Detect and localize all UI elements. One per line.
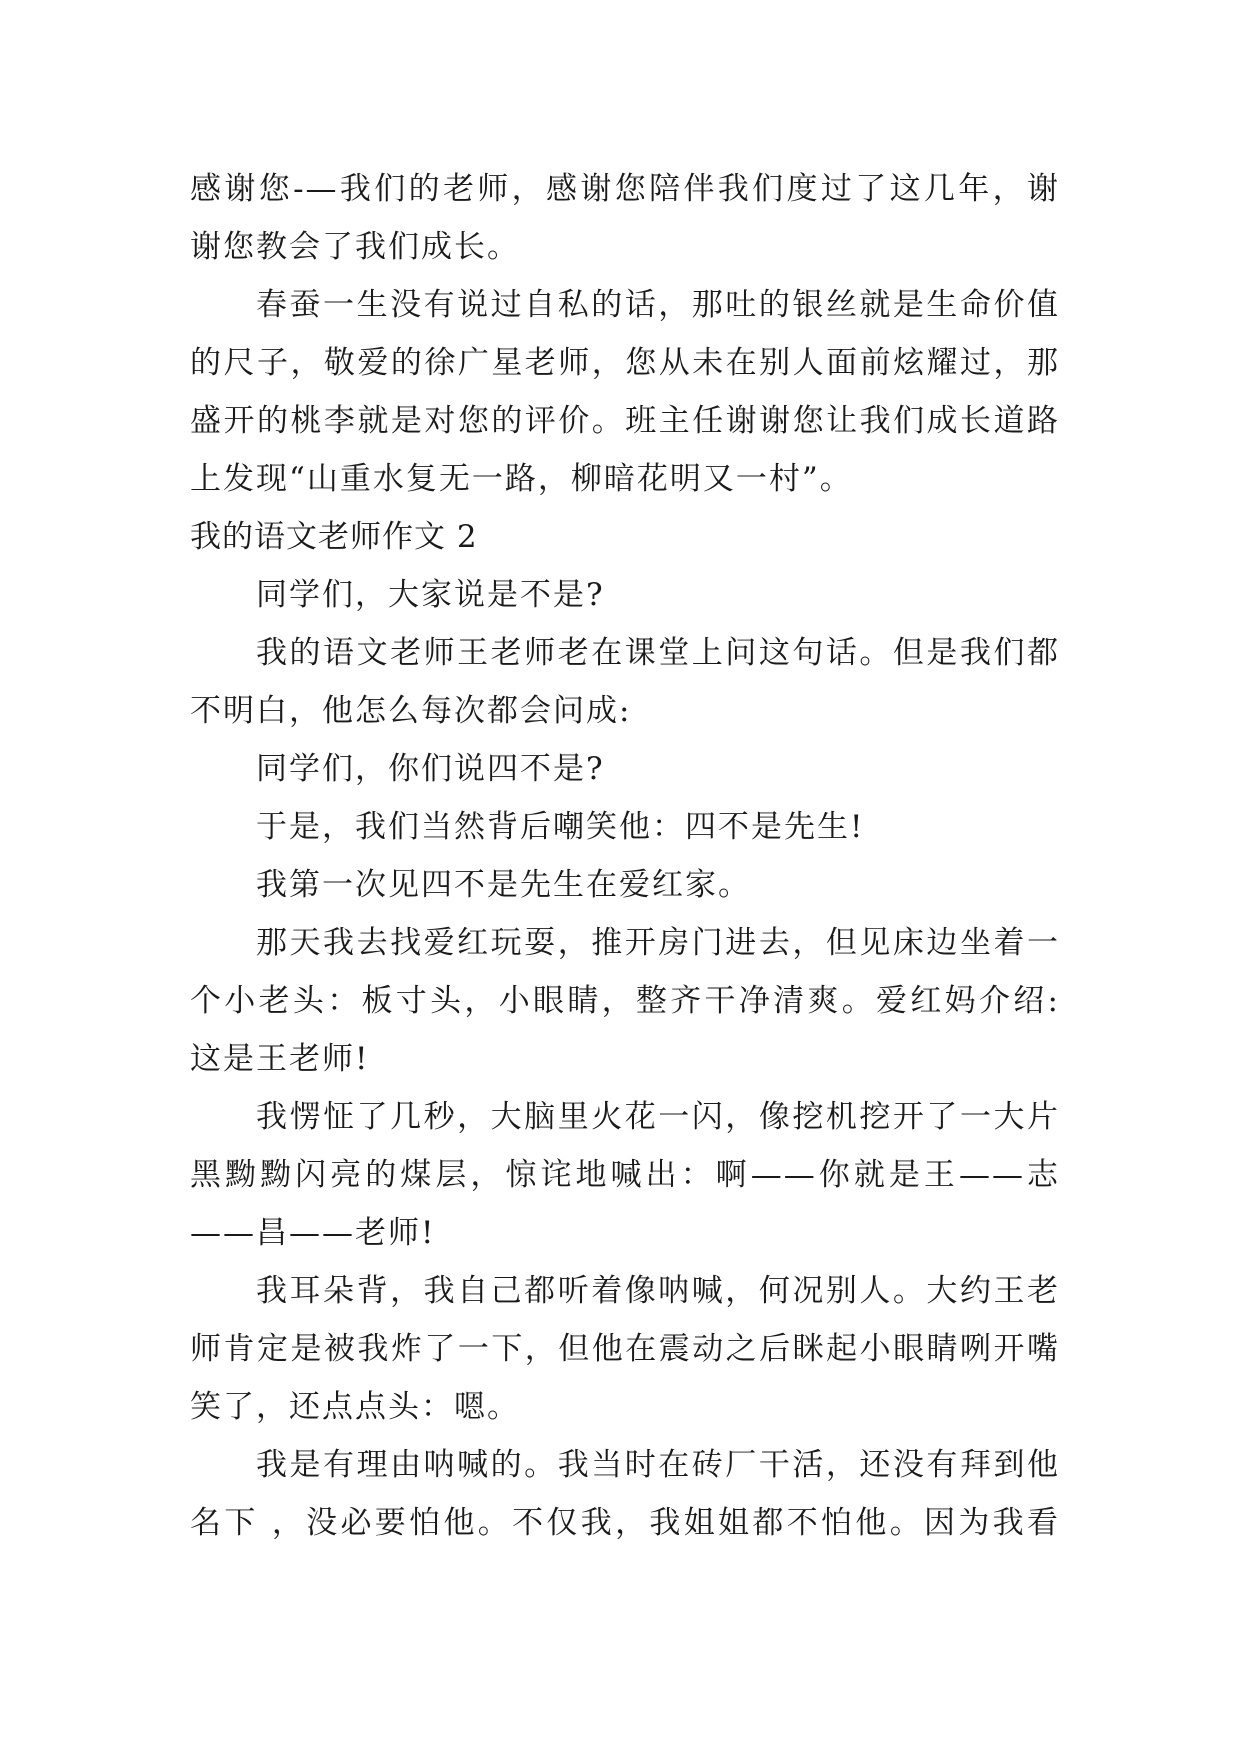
text-line: 上发现“山重水复无一路，柳暗花明又一村”。 (190, 461, 853, 497)
text-line: 黑黝黝闪亮的煤层，惊诧地喊出：啊——你就是王——志 (190, 1157, 1060, 1193)
paragraph-first-line: 我第一次见四不是先生在爱红家。 (256, 867, 751, 903)
text-line: 师肯定是被我炸了一下，但他在震动之后眯起小眼睛咧开嘴 (190, 1331, 1060, 1367)
text-line: 名下 ，没必要怕他。不仅我，我姐姐都不怕他。因为我看 (190, 1505, 1060, 1541)
document-body (190, 160, 1060, 1552)
paragraph-first-line: 同学们，你们说四不是? (256, 751, 605, 787)
section-heading: 我的语文老师作文 2 (190, 519, 478, 555)
text-line: 不明白，他怎么每次都会问成: (190, 693, 632, 729)
paragraph-first-line: 我愣怔了几秒，大脑里火花一闪，像挖机挖开了一大片 (256, 1099, 1060, 1135)
text-line: 笑了，还点点头：嗯。 (190, 1389, 520, 1425)
text-line: 盛开的桃李就是对您的评价。班主任谢谢您让我们成长道路 (190, 403, 1060, 439)
paragraph-first-line: 我是有理由呐喊的。我当时在砖厂干活，还没有拜到他 (256, 1447, 1060, 1483)
text-line: 个小老头：板寸头，小眼睛，整齐干净清爽。爱红妈介绍: (190, 983, 1060, 1019)
text-line: 的尺子，敬爱的徐广星老师，您从未在别人面前炫耀过，那 (190, 345, 1060, 381)
text-line: 这是王老师! (190, 1041, 370, 1077)
text-line: 谢您教会了我们成长。 (190, 229, 520, 265)
paragraph-first-line: 于是，我们当然背后嘲笑他：四不是先生! (256, 809, 865, 845)
paragraph-first-line: 我耳朵背，我自己都听着像呐喊，何况别人。大约王老 (256, 1273, 1060, 1309)
paragraph-first-line: 春蚕一生没有说过自私的话，那吐的银丝就是生命价值 (256, 287, 1060, 323)
text-line: 感谢您-—我们的老师，感谢您陪伴我们度过了这几年，谢 (190, 171, 1060, 207)
paragraph-first-line: 同学们，大家说是不是? (256, 577, 605, 613)
paragraph-first-line: 那天我去找爱红玩耍，推开房门进去，但见床边坐着一 (256, 925, 1060, 961)
paragraph-first-line: 我的语文老师王老师老在课堂上问这句话。但是我们都 (256, 635, 1060, 671)
text-line: ——昌——老师! (190, 1215, 436, 1251)
